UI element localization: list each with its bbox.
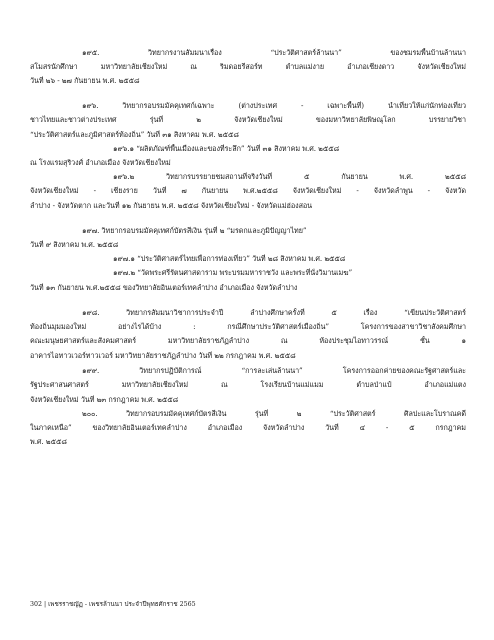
item-198-line-2: ท้องถิ่นมุมมองใหม่ อย่างไรได้บ้าง : กรณีศึกษาประวัติศาสตร์เมืองถิ่น” โครงการของสาขาวิชาสังคมศึกษา [30,322,466,331]
item-195-line-1: ๑๙๕. วิทยากรงานสัมมนาเรื่อง “ประวัติศาสตร์ล้านนา” ของชมรมพื้นบ้านล้านนา [82,48,466,57]
item-196-line-1: ๑๙๖. วิทยากรอบรมมัคคุเทศก์เฉพาะ (ต่างประเทศ - เฉพาะพื้นที่) นำเที่ยวให้แก่นักท่องเที่ยว [82,101,466,110]
page-footer: 302 | เพชรราชญัฏ - เพชรล้านนา ประจำปีพุทธศักราช 2565 [30,601,196,608]
item-198-line-1: ๑๙๘. วิทยากรสัมมนาวิชาการประจำปี ลำปางศึกษาครั้งที่ ๕ เรื่อง “เขียนประวัติศาสตร์ [82,308,466,317]
item-196-line-3: “ประวัติศาสตร์และภูมิศาสตร์ท้องถิ่น” วันที่ ๓๑ สิงหาคม พ.ศ. ๒๕๕๘ [30,130,239,139]
item-196-2-line-3: ลำปาง - จังหวัดตาก และวันที่ ๑๒ กันยายน พ.ศ. ๒๕๕๘ จังหวัดเชียงใหม่ - จังหวัดแม่ฮ่องสอน [30,201,313,210]
item-197-1-line-1: ๑๙๗.๑ “ประวัติศาสตร์ไทยเพื่อการท่องเที่ยว” วันที่ ๒๘ สิงหาคม พ.ศ. ๒๕๕๘ [113,254,346,263]
item-197-line-1: ๑๙๗. วิทยากรอบรมมัคคุเทศก์บัตรสีเงิน รุ่นที่ ๒ “มรดกและภูมิปัญญาไทย” [82,226,307,235]
item-196-2-line-2: จังหวัดเชียงใหม่ - เชียงราย วันที่ ๗ กันยายน พ.ศ.๒๕๕๘ จังหวัดเชียงใหม่ - จังหวัดลำพูน - จังหวัด [30,186,466,195]
item-197-line-2: วันที่ ๙ สิงหาคม พ.ศ. ๒๕๕๘ [30,240,119,249]
item-200-line-1: ๒๐๐. วิทยากรอบรมมัคคุเทศก์บัตรสีเงิน รุ่นที่ ๒ “ประวัติศาสตร์ ศิลปะและโบราณคดี [82,409,466,418]
item-196-2-line-1: ๑๙๖.๒ วิทยากรบรรยายชมสถานที่จริงวันที่ ๕ กันยายน พ.ศ. ๒๕๕๘ [113,172,466,181]
item-198-line-4: อาคารไอทาวเวอร์ทาวเวอร์ มหาวิทยาลัยราชภัฏลำปาง วันที่ ๒๒ กรกฎาคม พ.ศ. ๒๕๕๘ [30,351,296,360]
item-196-line-2: ชาวไทยและชาวต่างประเทศ รุ่นที่ ๒ จังหวัดเชียงใหม่ ของมหาวิทยาลัยพิษณุโลก บรรยายวิชา [30,115,466,124]
item-197-2-line-2: วันที่ ๑๓ กันยายน พ.ศ.๒๕๕๘ ของวิทยาลัยอินเตอร์เทคลำปาง อำเภอเมือง จังหวัดลำปาง [30,283,298,292]
item-195-line-3: วันที่ ๒๖ - ๒๗ กันยายน พ.ศ. ๒๕๕๘ [30,76,140,85]
item-199-line-2: รัฐประศาสนศาสตร์ มหาวิทยาลัยเชียงใหม่ ณ โรงเรียนบ้านแม่แมม ตำบลป่าแป๋ อำเภอแม่แตง [30,380,466,389]
item-199-line-1: ๑๙๙. วิทยากรปฏิบัติการณ์ “การละเล่นล้านนา” โครงการออกค่ายของคณะรัฐศาสตร์และ [82,366,466,375]
item-199-line-3: จังหวัดเชียงใหม่ วันที่ ๒๓ กรกฎาคม พ.ศ. ๒๕๕๘ [30,395,179,404]
item-197-2-line-1: ๑๙๗.๒ “วัดพระศรีรัตนศาสดาราม พระบรมมหาราชวัง และพระที่นั่งวิมานเมฆ” [113,268,353,277]
item-195-line-2: สโมสรนักศึกษา มหาวิทยาลัยเชียงใหม่ ณ ริมดอยรีสอร์ท ตำบลแม่งาย อำเภอเชียงดาว จังหวัดเชียงใหม่ [30,62,466,71]
item-196-1-line-1: ๑๙๖.๑ “ผลิตภัณฑ์พื้นเมืองและของที่ระลึก” วันที่ ๓๑ สิงหาคม พ.ศ. ๒๕๕๘ [113,144,340,153]
item-196-1-line-2: ณ โรงแรมสุริวงศ์ อำเภอเมือง จังหวัดเชียงใหม่ [30,158,171,167]
item-200-line-2: ในภาคเหนือ” ของวิทยาลัยอินเตอร์เทคลำปาง อำเภอเมือง จังหวัดลำปาง วันที่ ๔ - ๕ กรกฎาคม [30,423,466,432]
item-198-line-3: คณะมนุษยศาสตร์และสังคมศาสตร์ มหาวิทยาลัยราชภัฏลำปาง ณ ห้องประชุมไอทาวรรณ์ ชั้น ๑ [30,336,466,345]
item-200-line-3: พ.ศ. ๒๕๕๘ [30,437,67,446]
